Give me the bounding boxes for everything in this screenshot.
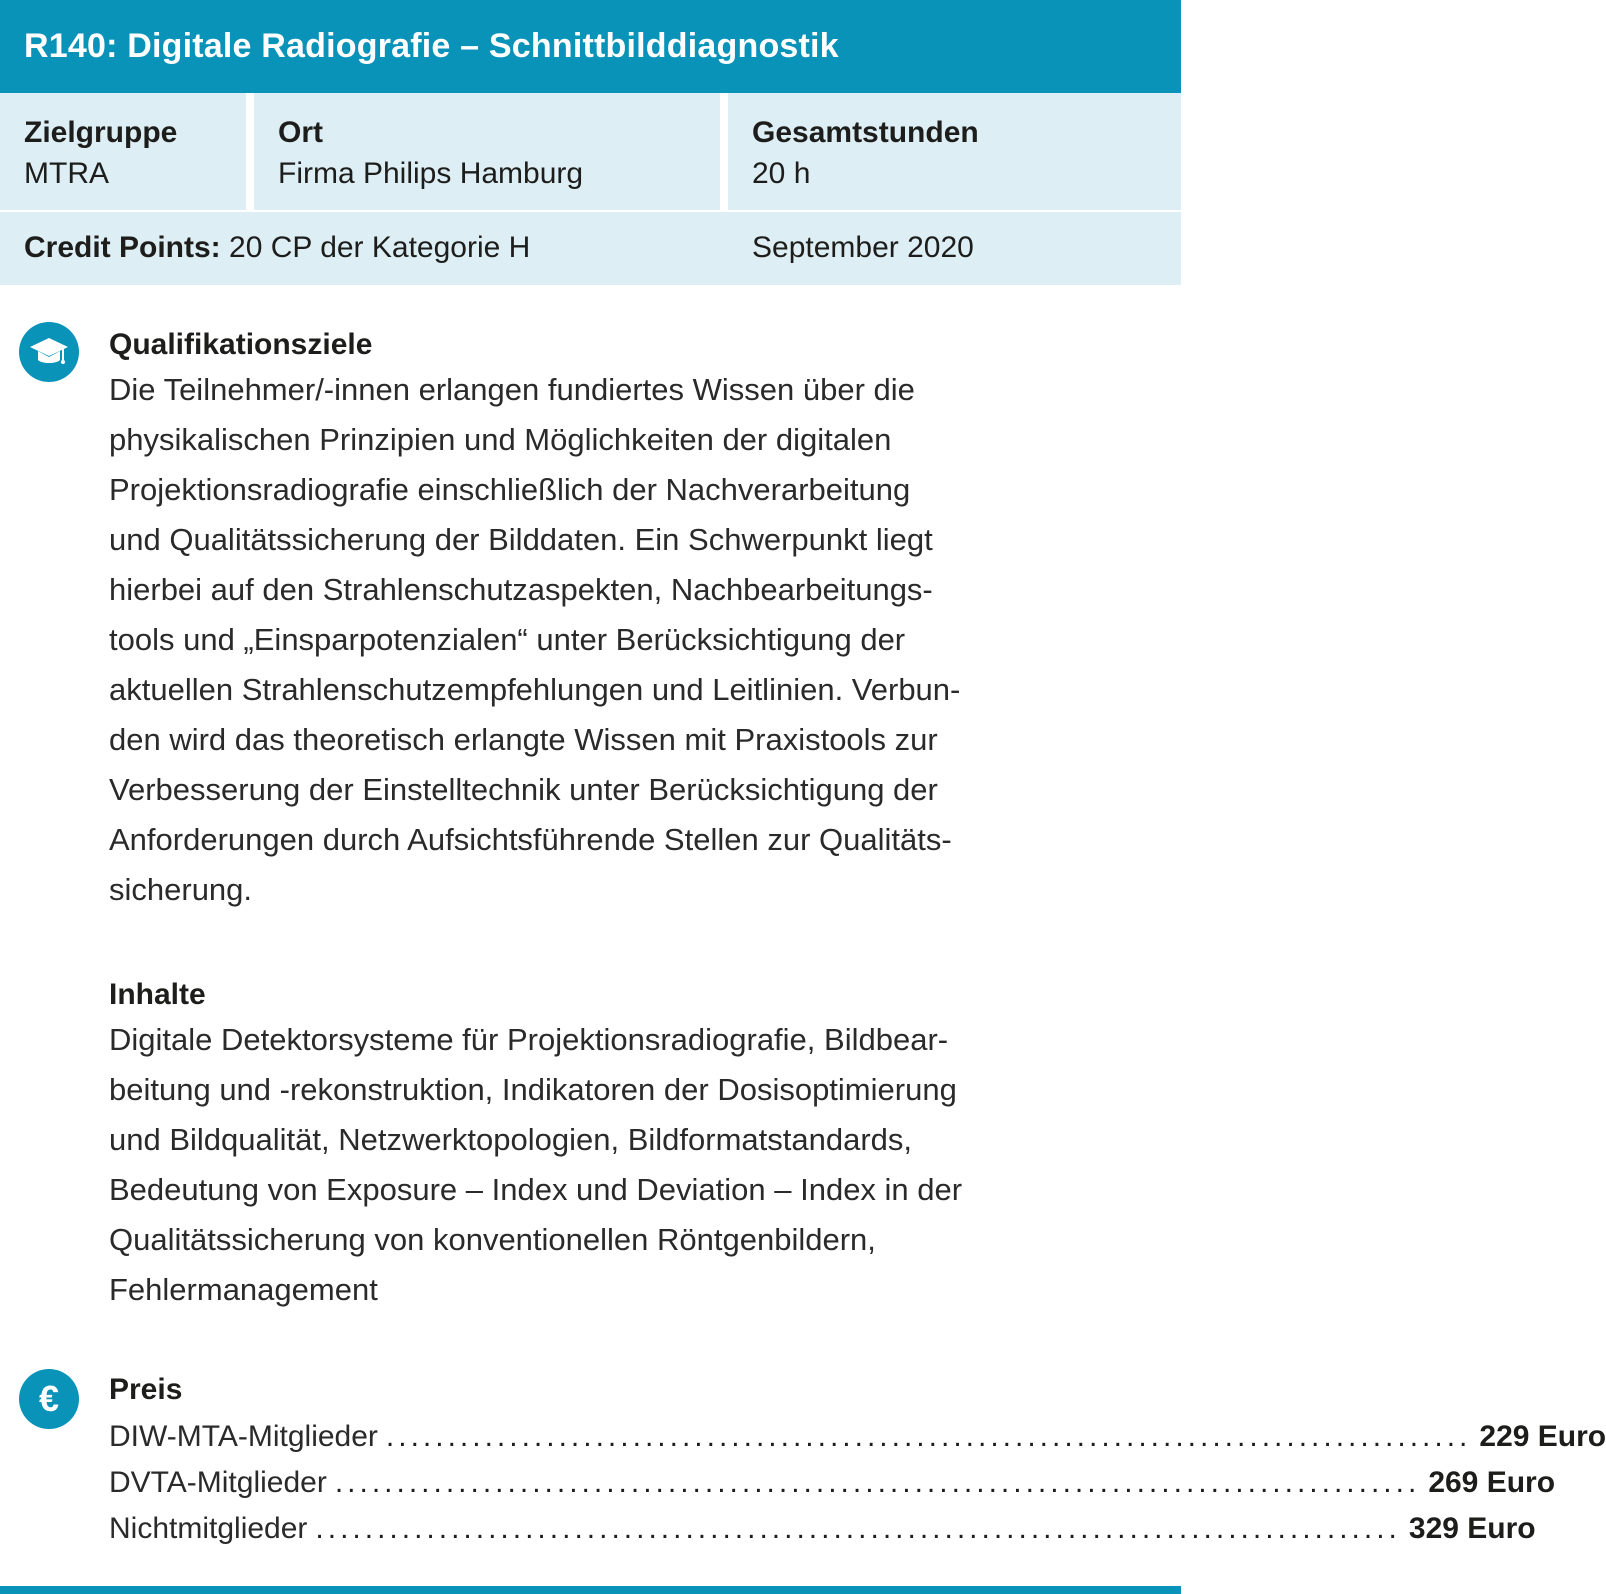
- ort-value: Firma Philips Hamburg: [278, 157, 584, 190]
- text-line: sicherung.: [109, 872, 253, 907]
- preis-heading: Preis: [109, 1373, 183, 1406]
- text-line: und Qualitätssicherung der Bilddaten. Ein Schwerpunkt liegt: [109, 522, 933, 557]
- gesamtstunden-value: 20 h: [752, 157, 811, 190]
- text-line: aktuellen Strahlenschutzempfehlungen und Leitlinien. Verbun-: [109, 672, 961, 707]
- credit-points-label: Credit Points:: [24, 231, 221, 264]
- text-line: beitung und -rekonstruktion, Indikatoren der Dosisoptimierung: [109, 1072, 957, 1107]
- text-line: Bedeutung von Exposure – Index und Deviation – Index in der: [109, 1172, 963, 1207]
- text-line: hierbei auf den Strahlenschutzaspekten, Nachbearbeitungs-: [109, 572, 933, 607]
- zielgruppe-value: MTRA: [24, 157, 109, 190]
- ort-label: Ort: [278, 116, 323, 149]
- qualifikationsziele-text: [109, 365, 1109, 915]
- text-line: Qualitätssicherung von konventionellen Röntgenbildern,: [109, 1222, 876, 1257]
- inhalte-section: [109, 975, 1109, 1315]
- text-line: den wird das theoretisch erlangte Wissen mit Praxistools zur: [109, 722, 938, 757]
- price-label: Nichtmitglieder: [109, 1512, 308, 1545]
- price-row: [109, 1506, 1536, 1552]
- qualifikationsziele-heading: Qualifikationsziele: [109, 328, 373, 361]
- zielgruppe-label: Zielgruppe: [24, 116, 178, 149]
- gesamtstunden-cell: [728, 93, 1181, 210]
- inhalte-heading: Inhalte: [109, 978, 206, 1011]
- price-list: [109, 1414, 1606, 1552]
- text-line: physikalischen Prinzipien und Möglichkeiten der digitalen: [109, 422, 892, 457]
- course-info-row: [0, 93, 1181, 210]
- qualifikationsziele-section: [109, 325, 1109, 915]
- text-line: Projektionsradiografie einschließlich der Nachverarbeitung: [109, 472, 911, 507]
- graduation-cap-glyph: [29, 336, 69, 368]
- euro-icon: [19, 1369, 79, 1429]
- course-date: September 2020: [752, 231, 974, 264]
- zielgruppe-cell: [0, 93, 246, 210]
- dot-leader: ........................................................................................: [334, 1466, 1421, 1499]
- text-line: Die Teilnehmer/-innen erlangen fundiertes Wissen über die: [109, 372, 915, 407]
- price-value: 329 Euro: [1408, 1512, 1536, 1545]
- ort-cell: [254, 93, 720, 210]
- euro-symbol: €: [38, 1378, 60, 1419]
- course-title-bar: [0, 0, 1181, 93]
- gesamtstunden-label: Gesamtstunden: [752, 116, 979, 149]
- price-row: [109, 1414, 1606, 1460]
- price-label: DIW-MTA-Mitglieder: [109, 1420, 378, 1453]
- text-line: Fehlermanagement: [109, 1272, 378, 1307]
- text-line: Anforderungen durch Aufsichtsführende Stellen zur Qualitäts-: [109, 822, 952, 857]
- dot-leader: ........................................................................................: [385, 1420, 1472, 1453]
- inhalte-text: [109, 1015, 1109, 1315]
- credit-points: [24, 228, 530, 268]
- text-line: Digitale Detektorsysteme für Projektionsradiografie, Bildbear-: [109, 1022, 949, 1057]
- credit-points-value: 20 CP der Kategorie H: [229, 231, 531, 264]
- price-value: 229 Euro: [1479, 1420, 1606, 1453]
- dot-leader: ........................................................................................: [315, 1512, 1401, 1545]
- course-title: R140: Digitale Radiografie – Schnittbilddiagnostik: [24, 27, 839, 65]
- price-label: DVTA-Mitglieder: [109, 1466, 327, 1499]
- preis-section: [109, 1370, 1606, 1552]
- credit-points-row: [0, 212, 1181, 285]
- bottom-divider: [0, 1586, 1181, 1594]
- text-line: Verbesserung der Einstelltechnik unter Berücksichtigung der: [109, 772, 938, 807]
- text-line: tools und „Einsparpotenzialen“ unter Berücksichtigung der: [109, 622, 906, 657]
- text-line: und Bildqualität, Netzwerktopologien, Bildformatstandards,: [109, 1122, 913, 1157]
- graduation-cap-icon: [19, 322, 79, 382]
- price-value: 269 Euro: [1428, 1466, 1556, 1499]
- price-row: [109, 1460, 1556, 1506]
